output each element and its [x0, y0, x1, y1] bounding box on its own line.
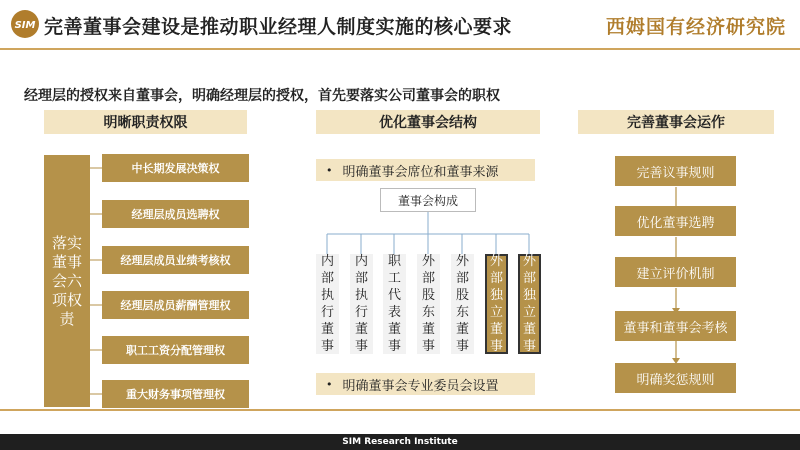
- authority-item: 重大财务事项管理权: [102, 380, 249, 408]
- authority-item: 经理层成员业绩考核权: [102, 246, 249, 274]
- header-divider: [0, 48, 800, 50]
- authority-item: 职工工资分配管理权: [102, 336, 249, 364]
- bullet-icon: •: [326, 163, 333, 177]
- board-member-independent: 外部独立董事: [485, 254, 508, 354]
- bullet-text: 明确董事会席位和董事来源: [342, 164, 499, 180]
- footer-bar: SIM Research Institute: [0, 434, 800, 450]
- vertical-label-box: [44, 155, 90, 407]
- sim-logo: [10, 9, 40, 39]
- middle-column-header: 优化董事会结构: [316, 110, 540, 134]
- process-step: 优化董事选聘: [615, 206, 736, 236]
- authority-item: 经理层成员薪酬管理权: [102, 291, 249, 319]
- process-step: 完善议事规则: [615, 156, 736, 186]
- board-member-internal-executive: 内部执行董事: [316, 254, 339, 354]
- left-connector-lines: [90, 150, 104, 410]
- brand-name: 西姆国有经济研究院: [605, 16, 786, 38]
- left-column-header: 明晰职责权限: [44, 110, 247, 134]
- board-member-employee-rep: 职工代表董事: [383, 254, 406, 354]
- board-member-external-shareholder: 外部股东董事: [417, 254, 440, 354]
- bullet-text: 明确董事会专业委员会设置: [342, 378, 499, 394]
- page-title: 完善董事会建设是推动职业经理人制度实施的核心要求: [44, 16, 513, 38]
- board-member-independent: 外部独立董事: [518, 254, 541, 354]
- authority-item: 经理层成员选聘权: [102, 200, 249, 228]
- process-step: 明确奖惩规则: [615, 363, 736, 393]
- org-connector-lines: [300, 212, 560, 256]
- board-composition-box: 董事会构成: [380, 188, 476, 212]
- subtitle: 经理层的授权来自董事会，明确经理层的授权，首先要落实公司董事会的职权: [24, 88, 500, 104]
- bullet-box-top: [316, 159, 535, 181]
- process-step: 董事和董事会考核: [615, 311, 736, 341]
- authority-item: 中长期发展决策权: [102, 154, 249, 182]
- vertical-label: 落实董事会六项权责: [51, 233, 82, 328]
- logo-text: SIM: [14, 20, 36, 31]
- right-column-header: 完善董事会运作: [578, 110, 774, 134]
- board-member-internal-executive: 内部执行董事: [350, 254, 373, 354]
- bullet-icon: •: [326, 377, 333, 391]
- process-step: 建立评价机制: [615, 257, 736, 287]
- bullet-box-bottom: [316, 373, 535, 395]
- footer-divider: [0, 409, 800, 411]
- board-member-external-shareholder: 外部股东董事: [451, 254, 474, 354]
